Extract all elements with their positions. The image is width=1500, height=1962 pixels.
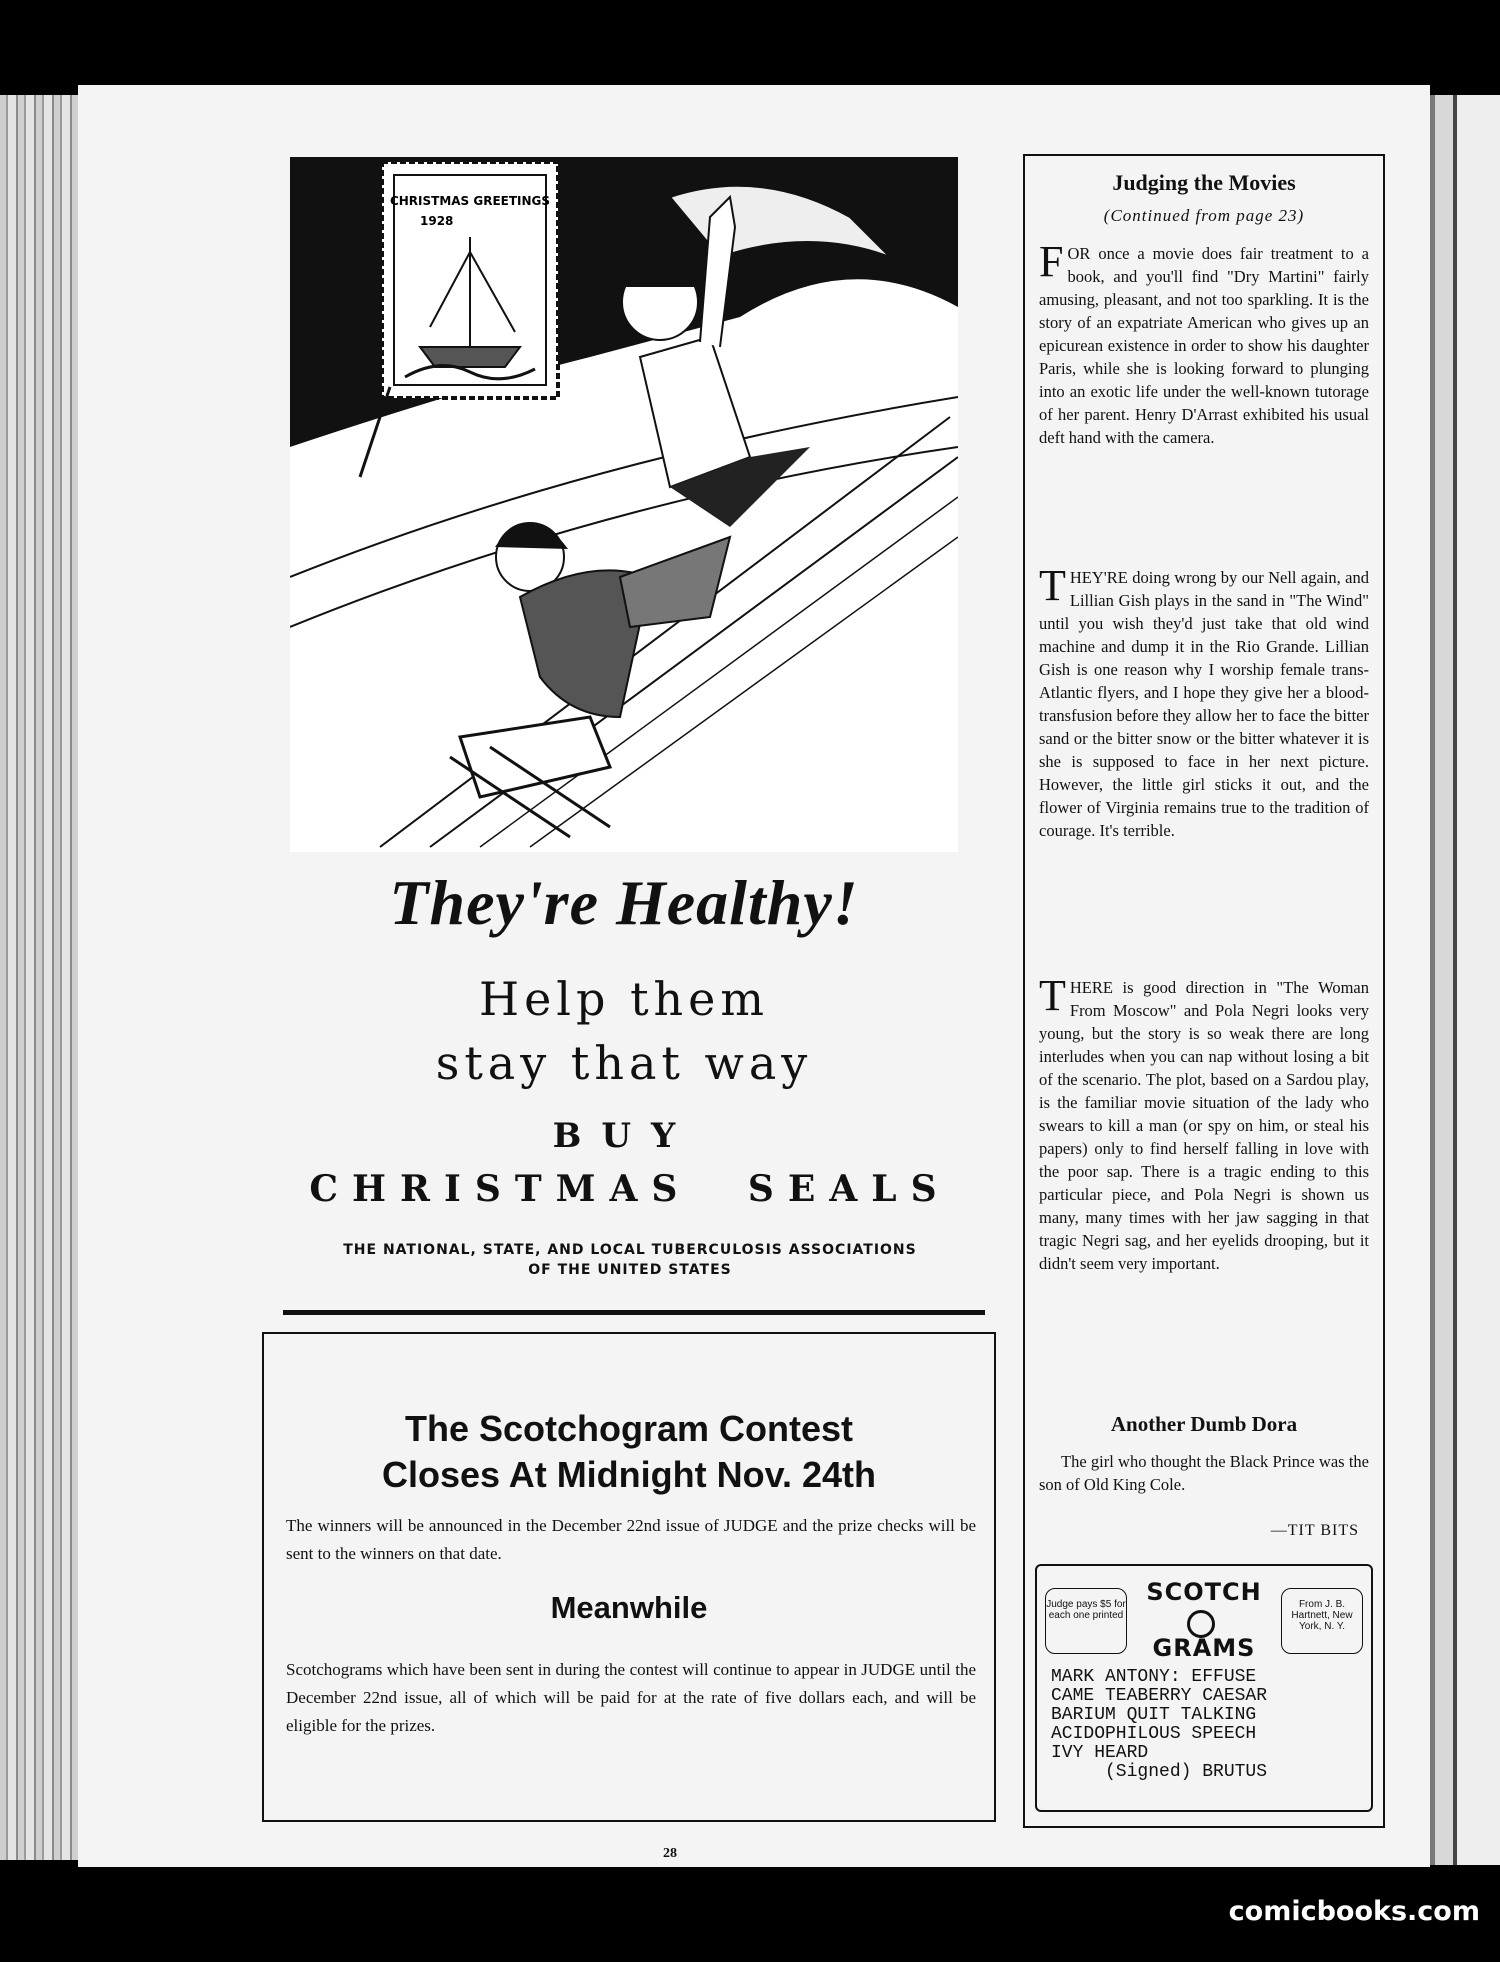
column-paragraph-3: THERE is good direction in "The Woman From Moscow" and Pola Negri looks very young, but the story is so weak there are long interludes when you can nap without losing a bit of the scenario. The plot, based on a Sardou play, is the familiar movie situation of the lady who swears to kill a man (or spy on him, or steal his papers) only to find herself falling in love with the poor sap. There is a tragic ending to this particular piece, and Pola Negri is shown us many, many times with her jaw sagging in that tragic Negri sag, and her eyelids drooping, but it didn't seem very important. [1039, 971, 1369, 1273]
column-paragraph-1: FOR once a movie does fair treatment to a book, and you'll find "Dry Martini" fairly amusing, pleasant, and not too sparkling. It is the story of an expatriate American who gives up an epicurean existence in order to show his daughter Paris, while she is looking forward to plunging into an exotic life under the well-known tutorage of her parent. Henry D'Arrast exhibited his usual deft hand with the camera. [1039, 237, 1369, 447]
ad-assoc-line2: OF THE UNITED STATES [528, 1262, 732, 1278]
column-continued: (Continued from page 23) [1103, 206, 1305, 225]
contest-title [264, 1406, 994, 1498]
column-joke: The girl who thought the Black Prince was the son of Old King Cole. [1039, 1452, 1369, 1494]
stamp-greeting: CHRISTMAS GREETINGS [389, 194, 551, 208]
ad-headline: They're Healthy! [389, 867, 859, 938]
ad-christmas-seals: CHRISTMAS SEALS [309, 1168, 951, 1210]
contest-meanwhile: Meanwhile [550, 1590, 708, 1625]
stamp-year: 1928 [420, 214, 454, 228]
ad-subline-1: Help them [478, 972, 770, 1026]
scotch-right-note: From J. B. Hartnett, New York, N. Y. [1281, 1588, 1363, 1654]
ad-associations [290, 1240, 970, 1280]
ad-illustration [290, 157, 958, 852]
column-paragraph-2: THEY'RE doing wrong by our Nell again, and Lillian Gish plays in the sand in "The Wind" until you wish they'd just take that old wind machine and dump it in the Rio Grande. Lillian Gish is one reason why I worship female trans-Atlantic flyers, and I hope they give her a blood-transfusion before they allow her to face the bitter sand or the bitter snow or the bitter whatever it is she is supposed to face in her next picture. However, the little girl sticks it out, and the flower of Virginia remains true to the tradition of courage. It's terrible. [1039, 561, 1369, 840]
column-title: Judging the Movies [1112, 170, 1296, 195]
scotch-logo-bottom: GRAMS [1152, 1634, 1256, 1662]
column-subheading: Another Dumb Dora [1110, 1412, 1298, 1436]
contest-title-line1: The Scotchogram Contest [404, 1408, 854, 1449]
ad-subline-2: stay that way [435, 1036, 813, 1090]
ad-buy: BUY [552, 1116, 696, 1156]
ad-assoc-line1: THE NATIONAL, STATE, AND LOCAL TUBERCULOSIS ASSOCIATIONS [343, 1242, 917, 1258]
contest-title-line2: Closes At Midnight Nov. 24th [381, 1454, 876, 1495]
book-edge-left [0, 95, 80, 1860]
dropcap: F [1039, 237, 1064, 286]
scotchogram-box [1035, 1564, 1373, 1812]
scotch-message: MARK ANTONY: EFFUSE CAME TEABERRY CAESAR BARIUM QUIT TALKING ACIDOPHILOUS SPEECH IVY HEARD (Signed) BRUTUS [1051, 1667, 1268, 1782]
book-edge-right [1425, 95, 1500, 1865]
scotchogram-contest-box [262, 1332, 996, 1822]
dropcap: T [1039, 561, 1066, 610]
contest-paragraph-1: The winners will be announced in the December 22nd issue of JUDGE and the prize checks will be sent to the winners on that date. [286, 1516, 976, 1563]
page-number: 28 [663, 1846, 677, 1861]
scotch-logo-top: SCOTCH [1146, 1578, 1262, 1606]
divider-rule [283, 1310, 985, 1315]
contest-paragraph-2: Scotchograms which have been sent in during the contest will continue to appear in JUDGE until the December 22nd issue, all of which will be paid for at the rate of five dollars each, and will be eligible for the prizes. [286, 1660, 976, 1735]
dropcap: T [1039, 971, 1066, 1020]
watermark: comicbooks.com [1228, 1896, 1480, 1927]
scotch-left-note: Judge pays $5 for each one printed [1045, 1588, 1127, 1654]
sled-children-drawing [290, 157, 958, 852]
column-credit: —TIT BITS [1270, 1522, 1359, 1539]
movies-column [1023, 154, 1385, 1828]
